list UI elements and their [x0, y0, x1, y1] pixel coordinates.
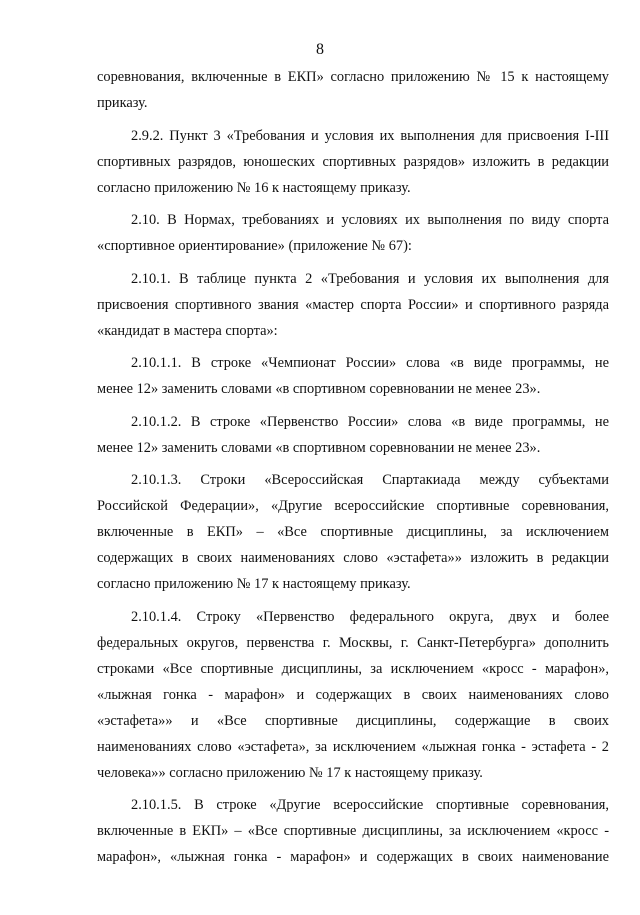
text-line: «кандидат в мастера спорта»: [97, 322, 278, 339]
paragraph [97, 409, 609, 461]
text-line: 2.10.1.4. Строку «Первенство федерального округа, двух и более [131, 608, 609, 625]
paragraph [97, 350, 609, 402]
paragraph [97, 792, 609, 870]
document-body [97, 64, 609, 870]
text-line: менее 12» заменить словами «в спортивном соревновании не менее 23». [97, 381, 541, 397]
text-line: 2.10.1.5. В строке «Другие всероссийские спортивные соревнования, [131, 797, 609, 813]
text-line: спортивных разрядов, юношеских спортивных разрядов» изложить в редакции [97, 153, 609, 170]
text-line: 2.10.1.3. Строки «Всероссийская Спартакиада между субъектами [131, 472, 609, 488]
text-line: соревнования, включенные в ЕКП» согласно приложению № 15 к настоящему [97, 69, 609, 85]
text-line: согласно приложению № 17 к настоящему приказу. [97, 576, 411, 592]
page-number: 8 [316, 41, 324, 58]
text-line: 2.9.2. Пункт 3 «Требования и условия их выполнения для присвоения I-III [131, 127, 609, 144]
paragraph [97, 123, 609, 201]
text-line: приказу. [97, 95, 148, 111]
paragraph [97, 604, 609, 786]
paragraph [97, 207, 609, 259]
text-line: 2.10.1.2. В строке «Первенство России» слова «в виде программы, не [131, 413, 609, 430]
paragraph [97, 467, 609, 597]
paragraph [97, 266, 609, 344]
text-line: 2.10.1. В таблице пункта 2 «Требования и условия их выполнения для [131, 270, 609, 287]
text-line: содержащих в своих наименованиях слово «эстафета»» изложить в редакции [97, 550, 609, 566]
text-line: согласно приложению № 16 к настоящему приказу. [97, 179, 411, 196]
text-line: строками «Все спортивные дисциплины, за исключением «кросс - марафон», [97, 660, 609, 677]
text-line: «эстафета»» и «Все спортивные дисциплины, содержащие в своих [97, 712, 609, 729]
text-line: 2.10.1.1. В строке «Чемпионат России» слова «в виде программы, не [131, 355, 609, 371]
text-line: наименованиях слово «эстафета», за исключением «лыжная гонка - эстафета - 2 [97, 738, 609, 755]
text-line: включенные в ЕКП» – «Все спортивные дисциплины, за исключением «кросс - [97, 823, 609, 839]
text-line: 2.10. В Нормах, требованиях и условиях их выполнения по виду спорта [131, 212, 609, 228]
text-line: человека»» согласно приложению № 17 к настоящему приказу. [97, 764, 483, 781]
paragraph [97, 64, 609, 116]
text-line: менее 12» заменить словами «в спортивном соревновании не менее 23». [97, 439, 541, 456]
text-line: Российской Федерации», «Другие всероссийские спортивные соревнования, [97, 498, 609, 514]
text-line: включенные в ЕКП» – «Все спортивные дисциплины, за исключением [97, 524, 609, 540]
text-line: федеральных округов, первенства г. Москвы, г. Санкт-Петербурга» дополнить [97, 634, 609, 651]
text-line: «лыжная гонка - марафон» и содержащих в своих наименованиях слово [97, 686, 609, 703]
text-line: марафон», «лыжная гонка - марафон» и содержащих в своих наименование [97, 849, 609, 865]
text-line: «спортивное ориентирование» (приложение № 67): [97, 238, 412, 254]
text-line: присвоения спортивного звания «мастер спорта России» и спортивного разряда [97, 296, 609, 313]
